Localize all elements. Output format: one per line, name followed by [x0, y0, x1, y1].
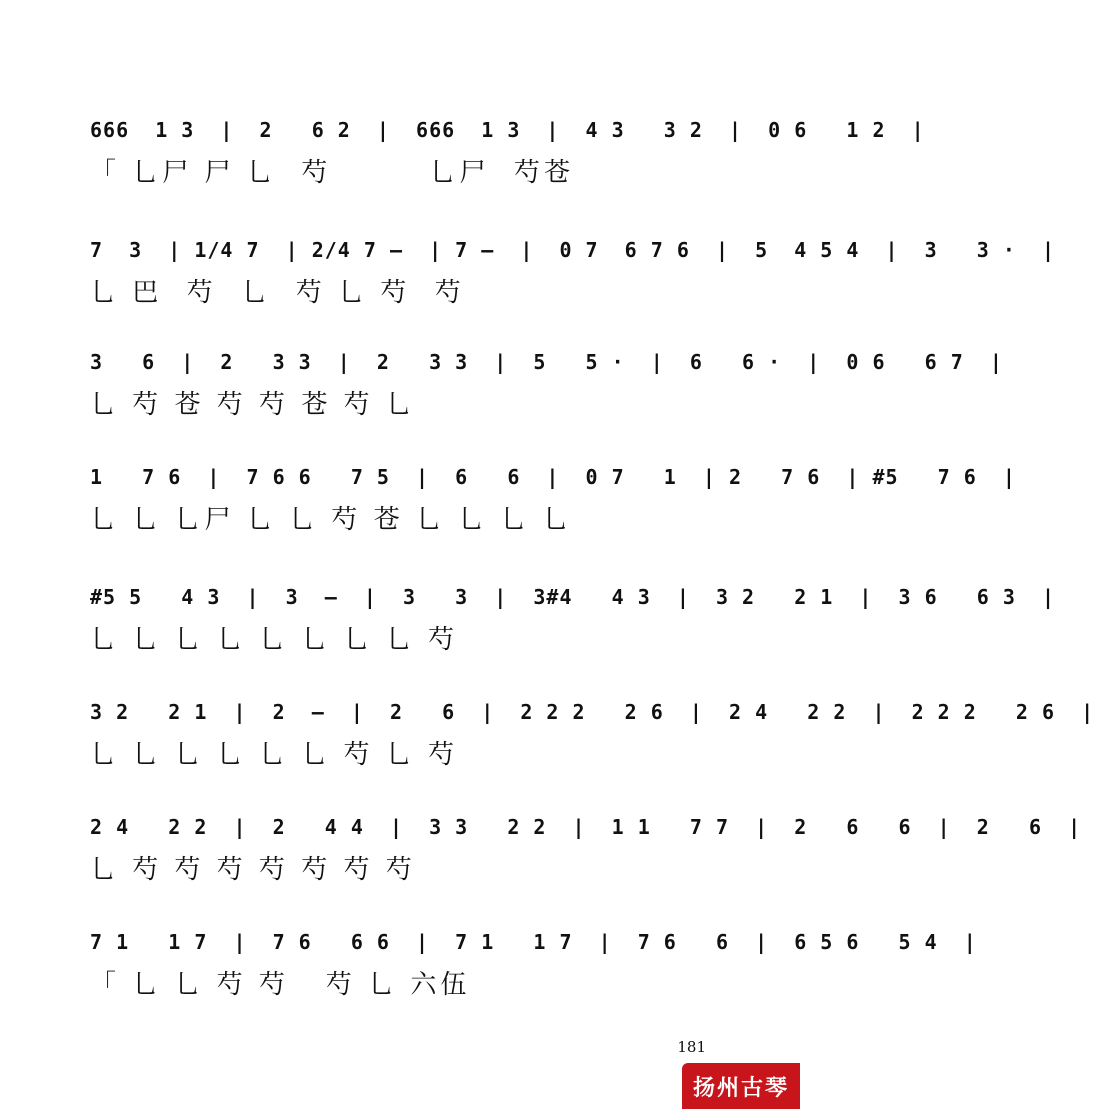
jianpu-notes: 3 6 | 2 3 3 | 2 3 3 | 5 5 · | 6 6 · | 0 6 6 7 | [90, 350, 1003, 374]
jianpu-notes: 7 3 | 1/4 7 | 2/4 7 — | 7 — | 0 7 6 7 6 | 5 4 5 4 | 3 3 · | [90, 238, 1056, 262]
jianpu-notes: 3 2 2 1 | 2 — | 2 6 | 2 2 2 2 6 | 2 4 2 2 | 2 2 2 2 6 | [90, 700, 1094, 724]
jianzi-tablature: 乚 芍 苍 芍 芍 苍 芍 乚 [90, 390, 416, 420]
jianzi-tablature: 乚 巴 芍 乚 芍 乚 芍 芍 [90, 278, 465, 308]
jianzi-tablature: 「 乚尸 尸 乚 芍 乚尸 芍苍 [90, 158, 574, 188]
jianzi-tablature: 乚 芍 芍 芍 芍 芍 芍 芍 [90, 855, 416, 885]
jianzi-tablature: 乚 乚 乚 乚 乚 乚 乚 乚 芍 [90, 625, 459, 655]
jianpu-notes: 1 7 6 | 7 6 6 7 5 | 6 6 | 0 7 1 | 2 7 6 | #5 7 6 | [90, 465, 1016, 489]
jianzi-tablature: 乚 乚 乚尸 乚 乚 芍 苍 乚 乚 乚 乚 [90, 505, 573, 535]
jianpu-notes: 2 4 2 2 | 2 4 4 | 3 3 2 2 | 1 1 7 7 | 2 6 6 | 2 6 | [90, 815, 1082, 839]
page-number: 181 [677, 1038, 706, 1056]
jianpu-notes: 666 1 3 | 2 6 2 | 666 1 3 | 4 3 3 2 | 0 6 1 2 | [90, 118, 925, 142]
jianpu-notes: 7 1 1 7 | 7 6 6 6 | 7 1 1 7 | 7 6 6 | 6 5 6 5 4 | [90, 930, 977, 954]
jianzi-tablature: 乚 乚 乚 乚 乚 乚 芍 乚 芍 [90, 740, 459, 770]
site-logo: 扬州古琴 [682, 1063, 800, 1109]
jianpu-notes: #5 5 4 3 | 3 — | 3 3 | 3#4 4 3 | 3 2 2 1 | 3 6 6 3 | [90, 585, 1056, 609]
jianzi-tablature: 「 乚 乚 芍 芍 芍 乚 六伍 [90, 970, 471, 1000]
